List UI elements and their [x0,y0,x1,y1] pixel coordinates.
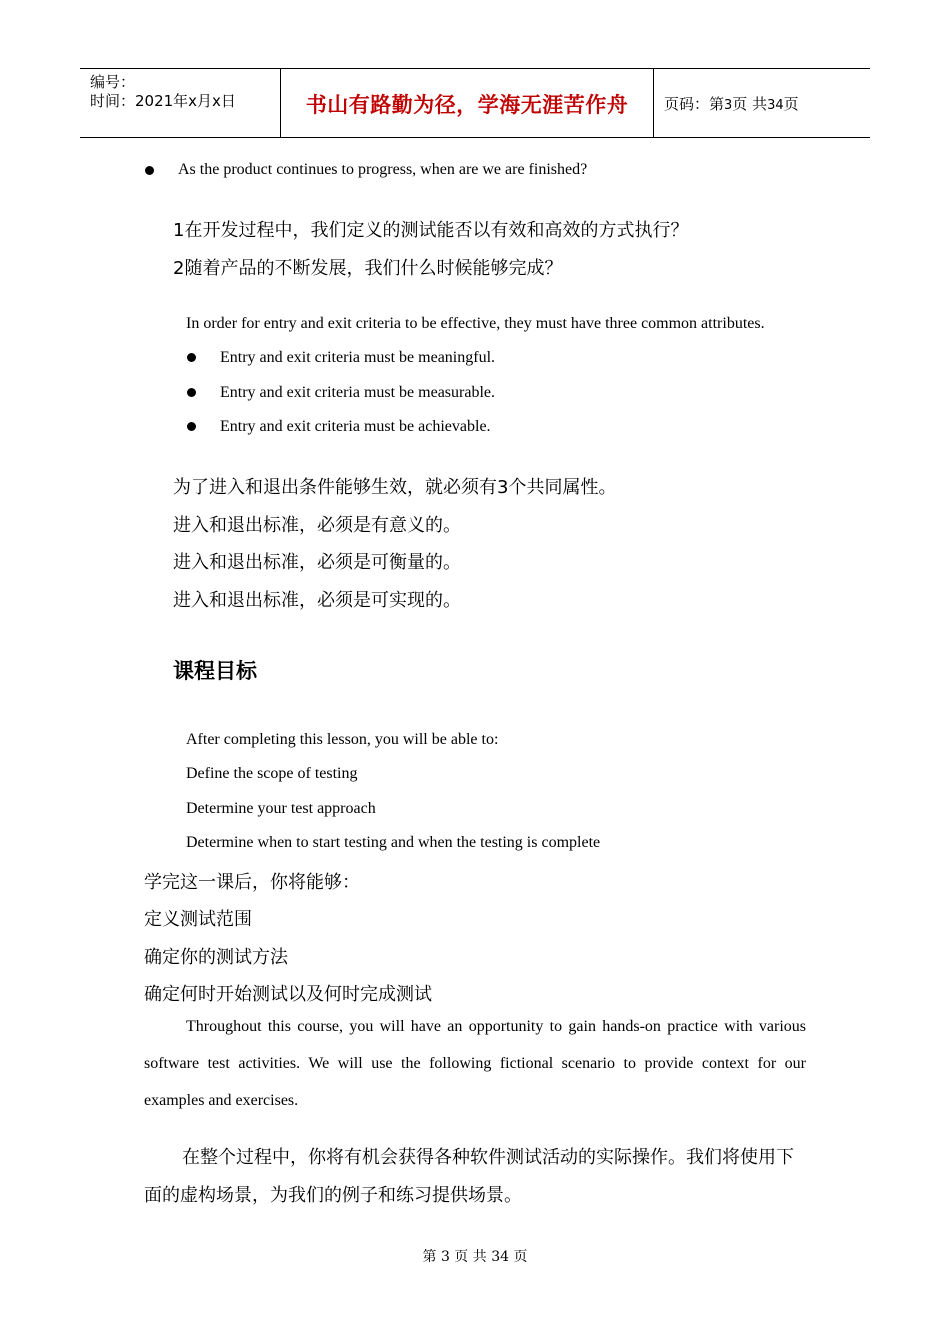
objective-zh-2: 定义测试范围 [144,909,252,930]
objective-zh-1: 学完这一课后，你将能够： [144,872,360,893]
criteria-zh-3: 进入和退出标准，必须是可衡量的。 [173,552,461,573]
header-page-cell [654,69,870,137]
criteria-zh-1: 为了进入和退出条件能够生效，就必须有3个共同属性。 [173,477,617,498]
page-prefix: 页码：第 [664,95,725,113]
objective-zh-3: 确定你的测试方法 [144,947,288,968]
page-footer: 第 3 页 共 34 页 [422,1249,528,1265]
objectives-heading: 课程目标 [173,659,257,683]
objective-en-4: Determine when to start testing and when the testing is complete [186,834,601,851]
criteria-bullet-2: Entry and exit criteria must be measurable. [220,384,496,401]
header-motto-cell [281,69,654,137]
header-meta-cell [80,69,281,137]
page-number: 3 [724,98,733,113]
criteria-bullet-1: Entry and exit criteria must be meaningful. [220,349,496,366]
objective-zh-4: 确定何时开始测试以及何时完成测试 [144,984,432,1005]
criteria-zh-4: 进入和退出标准，必须是可实现的。 [173,590,461,611]
bullet-dot [187,388,196,397]
motto: 书山有路勤为径，学海无涯苦作舟 [305,93,629,117]
question-zh-1: 1在开发过程中，我们定义的测试能否以有效和高效的方式执行？ [173,220,689,241]
page-mid: 页 共 [732,95,768,113]
bullet-dot [145,166,154,175]
date-label: 时间：2021年x月x日 [90,92,236,110]
code-label: 编号： [90,73,136,91]
page-suffix: 页 [783,95,799,113]
question-zh-2: 2随着产品的不断发展，我们什么时候能够完成？ [173,258,563,279]
objective-en-1: After completing this lesson, you will be able to: [186,731,499,748]
bullet-dot [187,353,196,362]
top-bullet-text: As the product continues to progress, when are we are finished? [178,161,588,178]
page-info [664,93,799,114]
objective-en-2: Define the scope of testing [186,765,358,782]
course-paragraph-zh: 在整个过程中，你将有机会获得各种软件测试活动的实际操作。我们将使用下面的虚构场景，为我们的例子和练习提供场景。 [144,1147,794,1206]
objective-en-3: Determine your test approach [186,800,376,817]
header-table [80,68,870,138]
criteria-intro: In order for entry and exit criteria to be effective, they must have three common attributes. [186,315,765,332]
page-total: 34 [767,98,784,113]
bullet-dot [187,422,196,431]
course-paragraph-en: Throughout this course, you will have an opportunity to gain hands-on practice with various software test activities. We will use the following fictional scenario to provide context for our examples and exercises. [144,1018,806,1109]
criteria-zh-2: 进入和退出标准，必须是有意义的。 [173,515,461,536]
criteria-bullet-3: Entry and exit criteria must be achievable. [220,418,491,435]
